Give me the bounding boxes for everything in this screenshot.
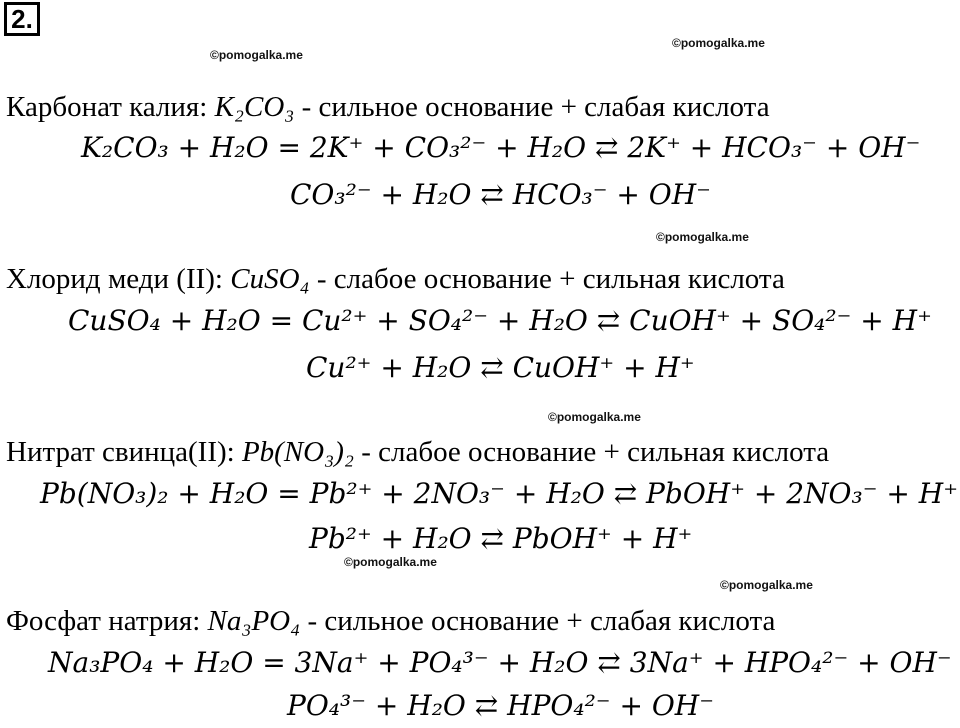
heading-prefix: Нитрат свинца(II): — [6, 436, 242, 468]
equation-full: Na₃PO₄ + H₂O = 3Na⁺ + PO₄³⁻ + H₂O ⇄ 3Na⁺ + HPO₄²⁻ + OH⁻ — [48, 646, 952, 679]
equation-short: PO₄³⁻ + H₂O ⇄ HPO₄²⁻ + OH⁻ — [287, 689, 714, 722]
equation-full: CuSO₄ + H₂O = Cu²⁺ + SO₄²⁻ + H₂O ⇄ CuOH⁺ + SO₄²⁻ + H⁺ — [68, 304, 932, 337]
section-heading — [6, 435, 829, 469]
watermark: ©pomogalka.me — [720, 578, 813, 592]
watermark: ©pomogalka.me — [210, 48, 303, 62]
heading-prefix: Хлорид меди (II): — [6, 263, 231, 295]
equation-full: Pb(NO₃)₂ + H₂O = Pb²⁺ + 2NO₃⁻ + H₂O ⇄ PbOH⁺ + 2NO₃⁻ + H⁺ — [40, 477, 958, 510]
task-number: 2. — [4, 2, 40, 36]
heading-suffix: - слабое основание + сильная кислота — [309, 263, 785, 295]
heading-suffix: - сильное основание + слабая кислота — [300, 605, 776, 637]
formula: Pb(NO₃)₂ — [241, 436, 354, 468]
heading-suffix: - слабое основание + сильная кислота — [353, 436, 830, 468]
watermark: ©pomogalka.me — [656, 230, 749, 244]
equation-full: K₂CO₃ + H₂O = 2K⁺ + CO₃²⁻ + H₂O ⇄ 2K⁺ + HCO₃⁻ + OH⁻ — [81, 131, 921, 164]
equation-short: CO₃²⁻ + H₂O ⇄ HCO₃⁻ + OH⁻ — [290, 178, 711, 211]
heading-suffix: - сильное основание + слабая кислота — [294, 91, 770, 123]
watermark: ©pomogalka.me — [672, 36, 765, 50]
formula: CuSO₄ — [230, 263, 310, 295]
heading-prefix: Карбонат калия: — [6, 91, 215, 123]
formula: K₂CO₃ — [214, 91, 295, 123]
section-heading — [6, 262, 785, 296]
equation-short: Pb²⁺ + H₂O ⇄ PbOH⁺ + H⁺ — [309, 522, 693, 555]
section-heading — [6, 604, 775, 638]
watermark: ©pomogalka.me — [344, 555, 437, 569]
formula: Na₃PO₄ — [207, 605, 301, 637]
heading-prefix: Фосфат натрия: — [6, 605, 208, 637]
watermark: ©pomogalka.me — [548, 410, 641, 424]
section-heading — [6, 90, 770, 124]
equation-short: Cu²⁺ + H₂O ⇄ CuOH⁺ + H⁺ — [306, 351, 695, 384]
